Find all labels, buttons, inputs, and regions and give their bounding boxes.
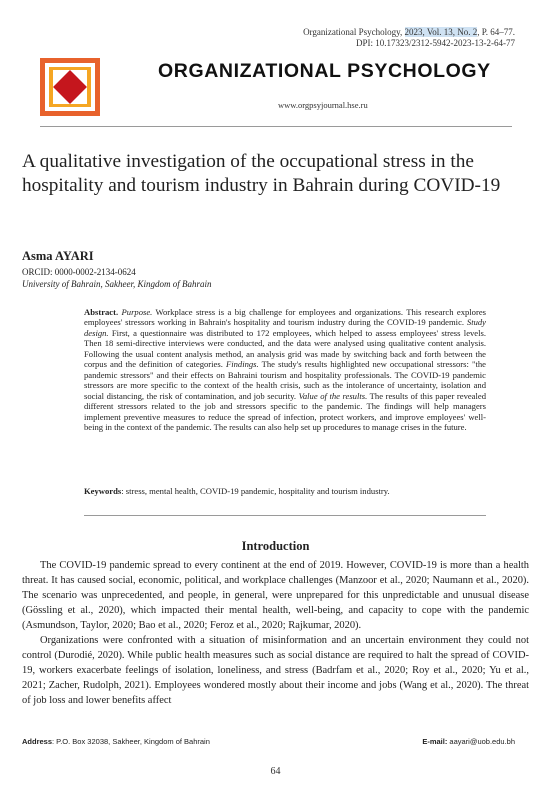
header-divider (40, 126, 512, 127)
keywords-text: : stress, mental health, COVID-19 pandemic, hospitality and tourism industry. (121, 486, 390, 496)
author-orcid[interactable]: ORCID: 0000-0002-2134-0624 (22, 267, 136, 277)
abstract-design-label: Study design. (84, 317, 486, 338)
author-affiliation: University of Bahrain, Sakheer, Kingdom of Bahrain (22, 279, 212, 289)
email-link[interactable]: aayari@uob.edu.bh (447, 737, 515, 746)
keywords (84, 486, 514, 496)
citation-suffix: , P. 64–77. (477, 27, 515, 37)
footer-address (22, 737, 210, 746)
abstract-divider (84, 515, 486, 516)
abstract-findings-label: Findings. (225, 359, 259, 370)
abstract-design-text: First, a questionnaire was distributed to 172 employees, which helped to assess employees' stress levels. Then 18 semi-directive interviews were conducted, and the data were analysed using qualitative content analysis. Following the usual content analysis method, an analysis grid was made by switching back and forth between the corpus and the definition of categories. (84, 327, 486, 370)
abstract-value-label: Value of the results. (298, 390, 368, 401)
article-title: A qualitative investigation of the occupational stress in the hospitality and tourism industry in Bahrain during COVID-19 (22, 151, 501, 196)
section-heading-introduction: Introduction (241, 539, 310, 553)
email-label: E-mail: (422, 737, 448, 746)
abstract (84, 307, 486, 432)
keywords-label: Keywords (84, 486, 122, 496)
journal-logo-icon (40, 58, 100, 116)
citation-highlight: 2023, Vol. 13, No. 2 (404, 27, 478, 37)
address-label: Address (22, 737, 53, 746)
abstract-value-text: The results of this paper revealed different stressors related to the job and stressors specific to the pandemic. The findings will help managers implement preventive measures to reduce the spread of infection, protect workers, and improve employees' well-being in the context of the pandemic. The results can also help set up procedures to manage crises in the future. (84, 390, 486, 432)
journal-url[interactable]: www.orgpsyjournal.hse.ru (278, 100, 368, 110)
introduction-body (22, 558, 529, 708)
author-name: Asma AYARI (22, 249, 94, 263)
abstract-purpose-text: Workplace stress is a big challenge for employees and organizations. This research explores employees' stressors working in Bahrain's hospitality and tourism industry during the COVID-19 pandemic. (84, 307, 486, 328)
abstract-label: Abstract. (84, 307, 119, 317)
address-text: : P.O. Box 32038, Sakheer, Kingdom of Bahrain (52, 737, 210, 746)
citation-line (303, 27, 515, 38)
journal-name: ORGANIZATIONAL PSYCHOLOGY (158, 60, 491, 82)
footer-email (422, 737, 515, 746)
abstract-findings-text: The study's results highlighted new occupational stressors: "the pandemic stressors" and their effects on Bahraini tourism and hospitality professionals. The COVID-19 pandemic stressors are more specific to the context of the health crisis, such as the intolerance of uncertainty, isolation and social distancing, the risk of contamination, and job security. (84, 359, 486, 401)
doi-line: DPI: 10.17323/2312-5942-2023-13-2-64-77 (356, 38, 515, 48)
citation-prefix: Organizational Psychology, (303, 27, 405, 37)
paragraph: Organizations were confronted with a situation of misinformation and an uncertain environment they could not control (Durodié, 2020). While public health measures such as social distance are required to halt the spread of COVID-19, workers exacerbate feelings of isolation, loneliness, and stress (Badrfam et al., 2020; Roy et al., 2020; Yu et al., 2021; Zacher, Rudolph, 2021). Employees wondered mostly about their income and jobs (Wang et al., 2020). The threat of job loss and lower benefits affect (22, 635, 529, 707)
page-number: 64 (270, 766, 281, 777)
abstract-purpose-label: Purpose. (121, 307, 153, 317)
paragraph: The COVID-19 pandemic spread to every continent at the end of 2019. However, COVID-19 is more than a health threat. It has caused social, economic, political, and workplace challenges (Manzoor et al., 2020; Naumann et al., 2020). The scenario was unprecedented, and people, in general, were unprepared for this unpredictable and unusual disease (Gössling et al., 2020), which impacted their mental health, well-being, and capacity to cope with the pandemic (Asmundson, Taylor, 2020; Bao et al., 2020; Feroz et al., 2020; Rajkumar, 2020). (22, 560, 529, 632)
